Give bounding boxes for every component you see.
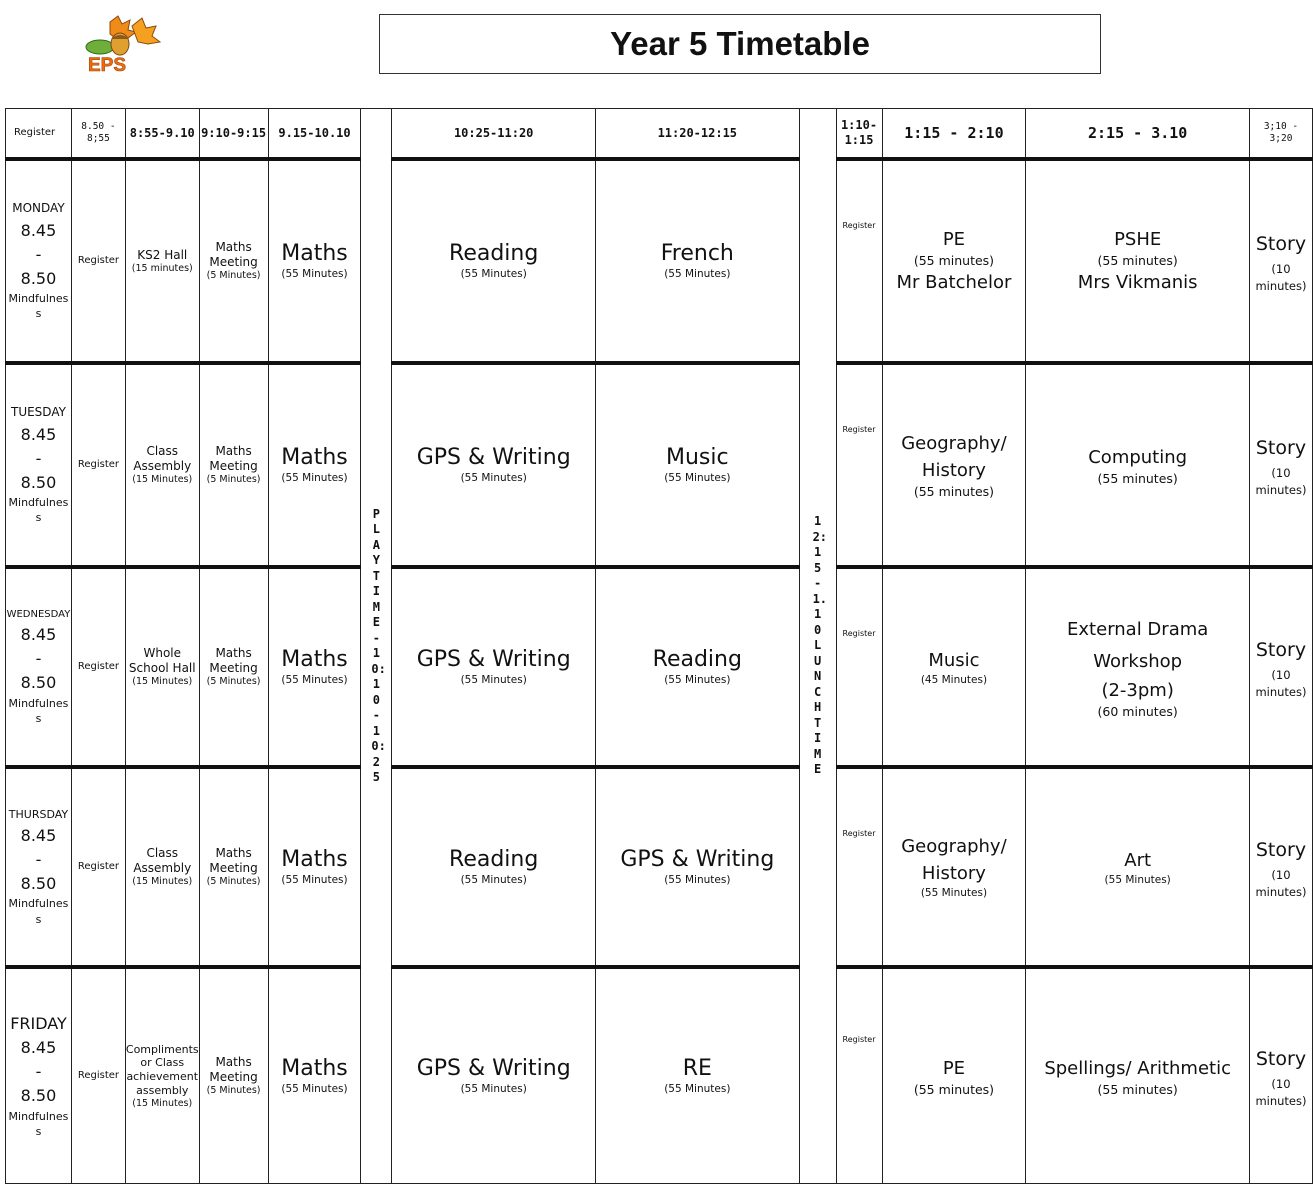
- session-6-label: Reading: [652, 647, 742, 673]
- assembly-duration: (15 Minutes): [132, 474, 193, 486]
- maths-meeting-cell: [199, 159, 268, 363]
- assembly-duration: (15 Minutes): [132, 876, 193, 888]
- story-cell: [1249, 967, 1312, 1184]
- assembly-duration: (15 minutes): [131, 262, 193, 274]
- header-row: [6, 109, 1313, 160]
- session-5-duration: (55 Minutes): [460, 673, 527, 686]
- session-5-label: Reading: [449, 241, 539, 267]
- afternoon-register-cell: Register: [836, 767, 882, 967]
- register-cell: Register: [71, 767, 125, 967]
- maths-meeting-label: Maths Meeting: [209, 1055, 258, 1085]
- maths-meeting-cell: [199, 967, 268, 1184]
- maths-meeting-label: Maths Meeting: [209, 444, 258, 474]
- day-row-tuesday: [6, 363, 1313, 567]
- session-9-cell: [1026, 967, 1250, 1184]
- maths-duration: (55 Minutes): [281, 471, 348, 484]
- story-cell: [1249, 767, 1312, 967]
- session-5-cell: [392, 363, 596, 567]
- assembly-cell: [125, 567, 199, 767]
- day-name: TUESDAY: [10, 405, 66, 420]
- end-time: 8.50: [20, 874, 57, 894]
- session-5-label: GPS & Writing: [416, 647, 571, 673]
- day-name: FRIDAY: [10, 1013, 67, 1033]
- maths-cell: [268, 967, 361, 1184]
- session-9-label: Art: [1124, 849, 1152, 871]
- afternoon-register-cell: Register: [836, 967, 882, 1184]
- end-time: 8.50: [20, 472, 57, 492]
- assembly-cell: [125, 767, 199, 967]
- session-8-label: Geography/ History: [901, 836, 1007, 885]
- day-row-monday: [6, 159, 1313, 363]
- maths-meeting-cell: [199, 567, 268, 767]
- maths-meeting-duration: (5 Minutes): [206, 876, 261, 888]
- session-5-duration: (55 Minutes): [460, 267, 527, 280]
- time-dash: -: [35, 244, 42, 264]
- session-9-cell: [1026, 567, 1250, 767]
- session-8-cell: [882, 767, 1026, 967]
- mindfulness-label: Mindfulness: [8, 897, 69, 926]
- session-9-cell: [1026, 159, 1250, 363]
- session-9-label: PSHE: [1114, 229, 1162, 251]
- session-8-cell: [882, 363, 1026, 567]
- session-5-label: GPS & Writing: [416, 1056, 571, 1082]
- session-8-cell: [882, 159, 1026, 363]
- timetable: [5, 108, 1313, 1184]
- session-9-duration: (55 minutes): [1097, 1081, 1178, 1097]
- session-6-duration: (55 Minutes): [664, 873, 731, 886]
- school-logo: [70, 14, 166, 74]
- session-9-duration: (55 Minutes): [1104, 873, 1171, 886]
- session-6-label: GPS & Writing: [620, 847, 775, 873]
- session-6-duration: (55 Minutes): [664, 267, 731, 280]
- header-time-2: 8:55-9.10: [125, 109, 199, 160]
- maths-meeting-duration: (5 Minutes): [206, 270, 261, 282]
- lunchtime-label: 12:15-1.10 LUNCHTIME: [812, 514, 828, 777]
- session-8-label: PE: [942, 229, 966, 251]
- time-dash: -: [35, 849, 42, 869]
- title-box: [379, 14, 1101, 74]
- day-label: [6, 159, 72, 363]
- svg-text:EPS: EPS: [88, 55, 127, 74]
- maths-label: Maths: [281, 445, 348, 471]
- session-6-cell: [596, 159, 800, 363]
- mindfulness-label: Mindfulness: [8, 1109, 69, 1138]
- start-time: 8.45: [20, 825, 57, 845]
- story-cell: [1249, 363, 1312, 567]
- maths-cell: [268, 567, 361, 767]
- maths-label: Maths: [281, 1056, 348, 1082]
- session-9-time: (2-3pm): [1101, 680, 1174, 702]
- maths-label: Maths: [281, 241, 348, 267]
- story-label: Story: [1255, 838, 1307, 861]
- day-name: THURSDAY: [8, 807, 69, 821]
- afternoon-register-cell: Register: [836, 567, 882, 767]
- assembly-duration: (15 Minutes): [132, 1097, 193, 1109]
- maths-cell: [268, 363, 361, 567]
- lunchtime-column: [799, 109, 836, 1184]
- story-duration: (10 minutes): [1255, 261, 1307, 294]
- session-6-label: RE: [682, 1056, 712, 1082]
- session-6-duration: (55 Minutes): [664, 471, 731, 484]
- session-6-cell: [596, 767, 800, 967]
- day-label: [6, 363, 72, 567]
- maths-meeting-duration: (5 Minutes): [206, 474, 261, 486]
- assembly-cell: [125, 967, 199, 1184]
- maths-meeting-cell: [199, 363, 268, 567]
- header-register: Register: [6, 109, 72, 160]
- session-5-duration: (55 Minutes): [460, 1082, 527, 1095]
- maths-meeting-label: Maths Meeting: [209, 646, 258, 676]
- start-time: 8.45: [20, 220, 57, 240]
- session-8-label: Music: [928, 649, 980, 671]
- afternoon-register-cell: Register: [836, 363, 882, 567]
- assembly-label: Class Assembly: [133, 444, 192, 474]
- maths-meeting-duration: (5 Minutes): [206, 1085, 261, 1097]
- story-label: Story: [1255, 436, 1307, 459]
- day-label: [6, 567, 72, 767]
- playtime-column: [361, 109, 392, 1184]
- session-9-teacher: Mrs Vikmanis: [1077, 271, 1198, 293]
- session-8-duration: (55 Minutes): [920, 887, 988, 900]
- session-5-duration: (55 Minutes): [460, 873, 527, 886]
- register-cell: Register: [71, 567, 125, 767]
- maths-duration: (55 Minutes): [281, 1082, 348, 1095]
- maths-label: Maths: [281, 847, 348, 873]
- session-5-cell: [392, 967, 596, 1184]
- session-5-cell: [392, 567, 596, 767]
- session-8-label: PE: [942, 1057, 966, 1079]
- maths-cell: [268, 159, 361, 363]
- session-9-duration: (55 minutes): [1097, 470, 1178, 486]
- session-9-label: Spellings/ Arithmetic: [1044, 1057, 1231, 1079]
- time-dash: -: [35, 1062, 42, 1082]
- afternoon-register-cell: Register: [836, 159, 882, 363]
- story-cell: [1249, 567, 1312, 767]
- maths-meeting-duration: (5 Minutes): [206, 676, 261, 688]
- session-8-duration: (55 minutes): [913, 1081, 995, 1097]
- playtime-label: PLAYTIME-10:10-10:25: [371, 506, 386, 784]
- day-row-wednesday: [6, 567, 1313, 767]
- assembly-label: Class Assembly: [133, 846, 192, 876]
- session-6-label: Music: [666, 445, 729, 471]
- session-6-cell: [596, 363, 800, 567]
- end-time: 8.50: [20, 673, 57, 693]
- session-8-duration: (55 minutes): [913, 484, 995, 500]
- session-8-duration: (45 Minutes): [920, 673, 988, 686]
- header-time-8: 1:15 - 2:10: [882, 109, 1026, 160]
- session-8-cell: [882, 967, 1026, 1184]
- assembly-duration: (15 Minutes): [132, 676, 193, 688]
- register-cell: Register: [71, 967, 125, 1184]
- story-duration: (10 minutes): [1255, 867, 1307, 900]
- assembly-label: Compliments or Class achievement assembly: [125, 1042, 199, 1097]
- session-5-label: Reading: [449, 847, 539, 873]
- header-time-6: 11:20-12:15: [596, 109, 800, 160]
- header-time-10: 3;10 - 3;20: [1249, 109, 1312, 160]
- story-label: Story: [1255, 1047, 1307, 1070]
- story-label: Story: [1255, 638, 1307, 661]
- maths-meeting-cell: [199, 767, 268, 967]
- register-cell: Register: [71, 363, 125, 567]
- header-time-9: 2:15 - 3.10: [1026, 109, 1250, 160]
- page-title: Year 5 Timetable: [610, 25, 870, 62]
- session-8-teacher: Mr Batchelor: [896, 271, 1012, 293]
- session-6-label: French: [660, 241, 734, 267]
- day-label: [6, 767, 72, 967]
- day-row-thursday: [6, 767, 1313, 967]
- story-duration: (10 minutes): [1255, 1076, 1307, 1109]
- day-row-friday: [6, 967, 1313, 1184]
- header-time-1: 8.50 - 8;55: [71, 109, 125, 160]
- session-9-duration: (55 minutes): [1097, 253, 1178, 269]
- day-label: [6, 967, 72, 1184]
- header-time-4: 9.15-10.10: [268, 109, 361, 160]
- session-9-duration: (60 minutes): [1097, 704, 1178, 720]
- assembly-cell: [125, 363, 199, 567]
- session-5-label: GPS & Writing: [416, 445, 571, 471]
- header-time-5: 10:25-11:20: [392, 109, 596, 160]
- session-8-label: Geography/ History: [901, 433, 1007, 482]
- session-8-cell: [882, 567, 1026, 767]
- maths-duration: (55 Minutes): [281, 873, 348, 886]
- time-dash: -: [35, 649, 42, 669]
- story-cell: [1249, 159, 1312, 363]
- time-dash: -: [35, 448, 42, 468]
- end-time: 8.50: [20, 268, 57, 288]
- assembly-label: KS2 Hall: [137, 247, 188, 262]
- session-5-cell: [392, 159, 596, 363]
- assembly-cell: [125, 159, 199, 363]
- header-time-7: 1:10-1:15: [836, 109, 882, 160]
- mindfulness-label: Mindfulness: [8, 292, 69, 321]
- maths-meeting-label: Maths Meeting: [209, 240, 258, 270]
- maths-duration: (55 Minutes): [281, 673, 348, 686]
- maths-meeting-label: Maths Meeting: [209, 846, 258, 876]
- session-6-cell: [596, 567, 800, 767]
- story-label: Story: [1255, 232, 1307, 255]
- session-9-cell: [1026, 363, 1250, 567]
- day-name: WEDNESDAY: [6, 608, 71, 620]
- session-9-label: Computing: [1088, 446, 1188, 468]
- day-name: MONDAY: [12, 201, 65, 216]
- register-cell: Register: [71, 159, 125, 363]
- session-5-cell: [392, 767, 596, 967]
- assembly-label: Whole School Hall: [128, 646, 196, 676]
- session-9-label: External Drama Workshop: [1067, 619, 1209, 672]
- mindfulness-label: Mindfulness: [8, 496, 69, 525]
- end-time: 8.50: [20, 1086, 57, 1106]
- story-duration: (10 minutes): [1255, 667, 1307, 700]
- maths-duration: (55 Minutes): [281, 267, 348, 280]
- header-time-3: 9:10-9:15: [199, 109, 268, 160]
- session-6-duration: (55 Minutes): [664, 1082, 731, 1095]
- maths-cell: [268, 767, 361, 967]
- start-time: 8.45: [20, 625, 57, 645]
- session-5-duration: (55 Minutes): [460, 471, 527, 484]
- story-duration: (10 minutes): [1255, 465, 1307, 498]
- session-8-duration: (55 minutes): [913, 253, 995, 269]
- session-6-duration: (55 Minutes): [664, 673, 731, 686]
- mindfulness-label: Mindfulness: [8, 696, 69, 726]
- maths-label: Maths: [281, 647, 348, 673]
- start-time: 8.45: [20, 1038, 57, 1058]
- session-9-cell: [1026, 767, 1250, 967]
- session-6-cell: [596, 967, 800, 1184]
- start-time: 8.45: [20, 424, 57, 444]
